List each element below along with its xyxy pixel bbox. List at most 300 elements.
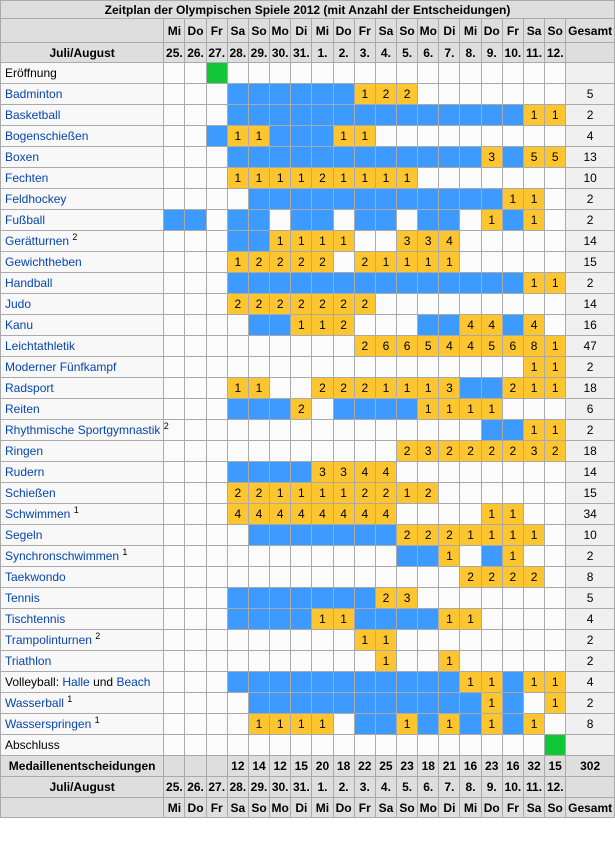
medal-count-cell: 1 bbox=[545, 672, 566, 693]
medal-count-cell: 1 bbox=[312, 714, 333, 735]
empty-day-cell bbox=[460, 651, 481, 672]
empty-day-cell bbox=[523, 168, 544, 189]
sport-link[interactable]: Gewichtheben bbox=[5, 255, 82, 269]
medal-count-cell: 2 bbox=[312, 378, 333, 399]
sport-link[interactable]: Kanu bbox=[5, 318, 34, 332]
row-total-cell: 14 bbox=[566, 294, 615, 315]
empty-day-cell bbox=[354, 231, 375, 252]
empty-day-cell bbox=[291, 441, 312, 462]
day-header: Fr bbox=[502, 798, 523, 818]
empty-day-cell bbox=[523, 546, 544, 567]
empty-day-cell bbox=[397, 126, 418, 147]
empty-day-cell bbox=[227, 546, 248, 567]
empty-day-cell bbox=[439, 84, 460, 105]
competition-day-cell bbox=[248, 588, 269, 609]
day-header: So bbox=[397, 798, 418, 818]
competition-day-cell bbox=[397, 609, 418, 630]
empty-day-cell bbox=[439, 504, 460, 525]
empty-day-cell bbox=[418, 420, 439, 441]
empty-day-cell bbox=[185, 231, 206, 252]
medal-count-cell: 2 bbox=[333, 315, 354, 336]
medal-count-cell: 1 bbox=[270, 231, 291, 252]
date-header: 31. bbox=[291, 43, 312, 63]
empty-day-cell bbox=[397, 357, 418, 378]
empty-day-cell bbox=[523, 609, 544, 630]
medal-count-cell: 2 bbox=[291, 399, 312, 420]
medal-count-cell: 1 bbox=[270, 714, 291, 735]
competition-day-cell bbox=[333, 588, 354, 609]
empty-day-cell bbox=[460, 357, 481, 378]
grand-total-cell: 302 bbox=[566, 756, 615, 777]
medal-count-cell: 1 bbox=[439, 651, 460, 672]
empty-day-cell bbox=[439, 357, 460, 378]
empty-day-cell bbox=[185, 672, 206, 693]
competition-day-cell bbox=[418, 105, 439, 126]
day-header: Di bbox=[439, 798, 460, 818]
empty-day-cell bbox=[185, 168, 206, 189]
row-total-cell: 2 bbox=[566, 210, 615, 231]
competition-day-cell bbox=[439, 210, 460, 231]
competition-day-cell bbox=[248, 462, 269, 483]
empty-day-cell bbox=[185, 189, 206, 210]
empty-day-cell bbox=[206, 630, 227, 651]
empty-day-cell bbox=[270, 546, 291, 567]
empty-day-cell bbox=[164, 378, 185, 399]
date-header: 2. bbox=[333, 43, 354, 63]
empty-day-cell bbox=[545, 546, 566, 567]
medal-count-cell: 1 bbox=[502, 546, 523, 567]
empty-day-cell bbox=[545, 525, 566, 546]
sport-link[interactable]: Basketball bbox=[5, 108, 61, 122]
empty-day-cell bbox=[185, 630, 206, 651]
competition-day-cell bbox=[206, 126, 227, 147]
competition-day-cell bbox=[312, 525, 333, 546]
empty-day-cell bbox=[397, 651, 418, 672]
medal-count-cell: 1 bbox=[312, 483, 333, 504]
empty-day-cell bbox=[333, 441, 354, 462]
competition-day-cell bbox=[439, 672, 460, 693]
empty-day-cell bbox=[248, 651, 269, 672]
empty-day-cell bbox=[397, 315, 418, 336]
empty-day-cell bbox=[164, 315, 185, 336]
medal-count-cell: 3 bbox=[481, 147, 502, 168]
medal-count-cell: 1 bbox=[354, 630, 375, 651]
empty-day-cell bbox=[545, 399, 566, 420]
empty-day-cell bbox=[206, 567, 227, 588]
date-header: 28. bbox=[227, 777, 248, 798]
competition-day-cell bbox=[291, 609, 312, 630]
competition-day-cell bbox=[375, 273, 396, 294]
medal-count-cell: 1 bbox=[523, 189, 544, 210]
empty-day-cell bbox=[291, 336, 312, 357]
empty-day-cell bbox=[460, 630, 481, 651]
sport-link[interactable]: Wasserball bbox=[5, 696, 64, 710]
sport-link[interactable]: Gerätturnen bbox=[5, 234, 70, 248]
empty-day-cell bbox=[333, 336, 354, 357]
empty-day-cell bbox=[375, 441, 396, 462]
sport-link[interactable]: Trampolinturnen bbox=[5, 633, 92, 647]
medal-count-cell: 2 bbox=[354, 378, 375, 399]
empty-day-cell bbox=[354, 546, 375, 567]
medal-count-cell: 3 bbox=[418, 441, 439, 462]
competition-day-cell bbox=[270, 693, 291, 714]
competition-day-cell bbox=[375, 399, 396, 420]
competition-day-cell bbox=[291, 672, 312, 693]
date-header: 8. bbox=[460, 777, 481, 798]
empty-day-cell bbox=[248, 63, 269, 84]
empty-day-cell bbox=[206, 252, 227, 273]
competition-day-cell bbox=[502, 315, 523, 336]
empty-day-cell bbox=[227, 693, 248, 714]
empty-day-cell bbox=[545, 651, 566, 672]
empty-day-cell bbox=[439, 462, 460, 483]
competition-day-cell bbox=[481, 189, 502, 210]
competition-day-cell bbox=[375, 525, 396, 546]
sport-label bbox=[1, 147, 164, 168]
date-header: 4. bbox=[375, 777, 396, 798]
day-header: So bbox=[397, 19, 418, 43]
empty-day-cell bbox=[523, 462, 544, 483]
date-header: 10. bbox=[502, 777, 523, 798]
day-header: Mi bbox=[312, 19, 333, 43]
sport-link[interactable]: Schwimmen bbox=[5, 507, 71, 521]
sport-link[interactable]: Bogenschießen bbox=[5, 129, 89, 143]
competition-day-cell bbox=[248, 525, 269, 546]
competition-day-cell bbox=[291, 525, 312, 546]
medal-count-cell: 3 bbox=[523, 441, 544, 462]
sport-link[interactable]: Rhythmische Sportgymnastik bbox=[5, 423, 161, 437]
day-header: Mi bbox=[460, 798, 481, 818]
competition-day-cell bbox=[418, 672, 439, 693]
empty-day-cell bbox=[227, 714, 248, 735]
empty-day-cell bbox=[206, 441, 227, 462]
empty-day-cell bbox=[397, 420, 418, 441]
date-header: 25. bbox=[164, 43, 185, 63]
competition-day-cell bbox=[227, 609, 248, 630]
empty-day-cell bbox=[545, 609, 566, 630]
empty-day-cell bbox=[545, 84, 566, 105]
empty-day-cell bbox=[481, 231, 502, 252]
day-header: Fr bbox=[206, 19, 227, 43]
sport-link[interactable]: Handball bbox=[5, 276, 53, 290]
medal-count-cell: 2 bbox=[354, 294, 375, 315]
competition-day-cell bbox=[460, 693, 481, 714]
sport-link[interactable]: Tischtennis bbox=[5, 612, 66, 626]
date-header: 26. bbox=[185, 43, 206, 63]
sport-link[interactable]: Ringen bbox=[5, 444, 44, 458]
empty-day-cell bbox=[545, 483, 566, 504]
medal-count-cell: 1 bbox=[523, 210, 544, 231]
competition-day-cell bbox=[291, 189, 312, 210]
row-total-cell: 16 bbox=[566, 315, 615, 336]
competition-day-cell bbox=[354, 105, 375, 126]
sport-link[interactable]: Halle bbox=[62, 675, 90, 689]
date-header: 11. bbox=[523, 777, 544, 798]
empty-day-cell bbox=[354, 63, 375, 84]
empty-day-cell bbox=[206, 525, 227, 546]
empty-day-cell bbox=[460, 84, 481, 105]
medal-count-cell: 1 bbox=[248, 714, 269, 735]
empty-day-cell bbox=[375, 567, 396, 588]
competition-day-cell bbox=[227, 147, 248, 168]
row-total-cell: 2 bbox=[566, 189, 615, 210]
footnote-ref: 1 bbox=[67, 694, 73, 704]
empty-day-cell bbox=[439, 735, 460, 756]
empty-day-cell bbox=[481, 84, 502, 105]
empty-day-cell bbox=[164, 504, 185, 525]
competition-day-cell bbox=[481, 420, 502, 441]
empty-day-cell bbox=[164, 189, 185, 210]
medal-count-cell: 2 bbox=[312, 252, 333, 273]
empty-day-cell bbox=[206, 231, 227, 252]
day-header: Fr bbox=[206, 798, 227, 818]
row-total-cell: 34 bbox=[566, 504, 615, 525]
empty-day-cell bbox=[523, 231, 544, 252]
competition-day-cell bbox=[375, 210, 396, 231]
sport-link[interactable]: Wasserspringen bbox=[5, 717, 92, 731]
empty-day-cell bbox=[439, 483, 460, 504]
day-header: Mo bbox=[418, 19, 439, 43]
empty-day-cell bbox=[206, 420, 227, 441]
empty-day-cell bbox=[439, 567, 460, 588]
date-header: 7. bbox=[439, 777, 460, 798]
empty-day-cell bbox=[354, 357, 375, 378]
competition-day-cell bbox=[397, 672, 418, 693]
empty-day-cell bbox=[185, 378, 206, 399]
medal-count-cell: 2 bbox=[545, 441, 566, 462]
empty-day-cell bbox=[312, 336, 333, 357]
competition-day-cell bbox=[312, 672, 333, 693]
empty-day-cell bbox=[460, 483, 481, 504]
competition-day-cell bbox=[354, 210, 375, 231]
sport-link[interactable]: Synchronschwimmen bbox=[5, 549, 120, 563]
sport-link[interactable]: Feldhockey bbox=[5, 192, 67, 206]
empty-day-cell bbox=[460, 252, 481, 273]
sport-link[interactable]: Badminton bbox=[5, 87, 63, 101]
sport-link[interactable]: Tennis bbox=[5, 591, 40, 605]
day-header: Mo bbox=[418, 798, 439, 818]
empty-day-cell bbox=[545, 504, 566, 525]
day-header: Fr bbox=[502, 19, 523, 43]
empty-day-cell bbox=[206, 315, 227, 336]
empty-day-cell bbox=[545, 126, 566, 147]
date-header: 28. bbox=[227, 43, 248, 63]
corner-cell bbox=[1, 19, 164, 43]
empty-day-cell bbox=[227, 357, 248, 378]
medal-count-cell: 1 bbox=[248, 168, 269, 189]
empty-day-cell bbox=[502, 609, 523, 630]
date-header: 9. bbox=[481, 777, 502, 798]
date-header: 1. bbox=[312, 43, 333, 63]
empty-day-cell bbox=[206, 189, 227, 210]
empty-day-cell bbox=[502, 84, 523, 105]
empty-day-cell bbox=[523, 588, 544, 609]
medal-count-cell: 1 bbox=[545, 378, 566, 399]
medal-count-cell: 1 bbox=[481, 525, 502, 546]
medal-count-cell: 1 bbox=[291, 168, 312, 189]
empty-day-cell bbox=[397, 504, 418, 525]
medal-count-cell: 2 bbox=[418, 483, 439, 504]
footnote-ref: 2 bbox=[72, 232, 78, 242]
medal-count-cell: 1 bbox=[333, 483, 354, 504]
medal-count-cell: 2 bbox=[248, 294, 269, 315]
row-total-cell: 14 bbox=[566, 231, 615, 252]
competition-day-cell bbox=[227, 231, 248, 252]
empty-day-cell bbox=[185, 546, 206, 567]
medal-count-cell: 1 bbox=[545, 420, 566, 441]
competition-day-cell bbox=[439, 273, 460, 294]
empty-day-cell bbox=[502, 735, 523, 756]
footnote-ref: 1 bbox=[94, 715, 100, 725]
empty-day-cell bbox=[206, 378, 227, 399]
sport-link[interactable]: Boxen bbox=[5, 150, 40, 164]
empty-day-cell bbox=[206, 105, 227, 126]
row-total-cell: 2 bbox=[566, 630, 615, 651]
empty-day-cell bbox=[164, 693, 185, 714]
medal-count-cell: 1 bbox=[502, 525, 523, 546]
medal-count-cell: 2 bbox=[312, 294, 333, 315]
sport-link[interactable]: Leichtathletik bbox=[5, 339, 76, 353]
competition-day-cell bbox=[481, 105, 502, 126]
medal-count-cell: 1 bbox=[291, 315, 312, 336]
medal-count-cell: 1 bbox=[354, 168, 375, 189]
sport-link[interactable]: Fußball bbox=[5, 213, 46, 227]
month-header: Juli/August bbox=[1, 43, 164, 63]
empty-day-cell bbox=[502, 126, 523, 147]
competition-day-cell bbox=[248, 231, 269, 252]
daily-total-cell bbox=[185, 756, 206, 777]
empty-day-cell bbox=[502, 294, 523, 315]
footnote-ref: 2 bbox=[163, 421, 169, 431]
sport-link[interactable]: Segeln bbox=[5, 528, 43, 542]
sport-link[interactable]: Radsport bbox=[5, 381, 54, 395]
medal-count-cell: 1 bbox=[481, 672, 502, 693]
competition-day-cell bbox=[248, 273, 269, 294]
empty-header-cell bbox=[566, 777, 615, 798]
empty-day-cell bbox=[312, 441, 333, 462]
row-total-cell: 8 bbox=[566, 567, 615, 588]
empty-day-cell bbox=[333, 357, 354, 378]
medal-count-cell: 4 bbox=[312, 504, 333, 525]
competition-day-cell bbox=[227, 273, 248, 294]
day-header: Mi bbox=[164, 798, 185, 818]
competition-day-cell bbox=[375, 147, 396, 168]
empty-day-cell bbox=[312, 735, 333, 756]
competition-day-cell bbox=[502, 672, 523, 693]
empty-day-cell bbox=[502, 462, 523, 483]
empty-day-cell bbox=[418, 294, 439, 315]
sport-link[interactable]: Beach bbox=[116, 675, 151, 689]
medal-count-cell: 4 bbox=[481, 315, 502, 336]
sport-link[interactable]: Taekwondo bbox=[5, 570, 66, 584]
competition-day-cell bbox=[312, 105, 333, 126]
empty-day-cell bbox=[164, 252, 185, 273]
empty-day-cell bbox=[439, 168, 460, 189]
medal-count-cell: 1 bbox=[248, 126, 269, 147]
competition-day-cell bbox=[333, 273, 354, 294]
competition-day-cell bbox=[312, 210, 333, 231]
competition-day-cell bbox=[227, 588, 248, 609]
sport-label bbox=[1, 630, 164, 651]
empty-day-cell bbox=[460, 504, 481, 525]
medal-count-cell: 8 bbox=[523, 336, 544, 357]
date-header: 30. bbox=[270, 43, 291, 63]
empty-day-cell bbox=[185, 735, 206, 756]
competition-day-cell bbox=[333, 84, 354, 105]
empty-day-cell bbox=[185, 525, 206, 546]
medal-count-cell: 1 bbox=[375, 630, 396, 651]
sport-link[interactable]: Moderner Fünfkampf bbox=[5, 360, 117, 374]
sport-label bbox=[1, 105, 164, 126]
empty-day-cell bbox=[164, 462, 185, 483]
empty-day-cell bbox=[164, 567, 185, 588]
medal-count-cell: 2 bbox=[270, 294, 291, 315]
daily-total-cell: 18 bbox=[418, 756, 439, 777]
competition-day-cell bbox=[354, 588, 375, 609]
empty-day-cell bbox=[206, 462, 227, 483]
day-header: Do bbox=[185, 19, 206, 43]
competition-day-cell bbox=[460, 189, 481, 210]
day-header: So bbox=[545, 798, 566, 818]
empty-day-cell bbox=[333, 567, 354, 588]
competition-day-cell bbox=[375, 105, 396, 126]
empty-day-cell bbox=[227, 525, 248, 546]
empty-day-cell bbox=[333, 63, 354, 84]
date-header: 2. bbox=[333, 777, 354, 798]
empty-day-cell bbox=[185, 567, 206, 588]
empty-day-cell bbox=[206, 336, 227, 357]
sport-link[interactable]: Fechten bbox=[5, 171, 49, 185]
corner-cell bbox=[1, 798, 164, 818]
empty-day-cell bbox=[354, 567, 375, 588]
empty-day-cell bbox=[523, 504, 544, 525]
sport-link[interactable]: Triathlon bbox=[5, 654, 52, 668]
date-header: 5. bbox=[397, 43, 418, 63]
empty-day-cell bbox=[291, 63, 312, 84]
medal-count-cell: 3 bbox=[418, 231, 439, 252]
row-total-cell: 2 bbox=[566, 357, 615, 378]
empty-day-cell bbox=[291, 378, 312, 399]
empty-day-cell bbox=[248, 735, 269, 756]
medal-count-cell: 1 bbox=[545, 357, 566, 378]
competition-day-cell bbox=[502, 147, 523, 168]
medal-count-cell: 1 bbox=[333, 168, 354, 189]
medal-count-cell: 2 bbox=[248, 483, 269, 504]
empty-day-cell bbox=[481, 462, 502, 483]
competition-day-cell bbox=[354, 273, 375, 294]
empty-header-cell bbox=[566, 43, 615, 63]
day-header: So bbox=[248, 19, 269, 43]
row-total-cell: 4 bbox=[566, 609, 615, 630]
medal-count-cell: 3 bbox=[312, 462, 333, 483]
sport-link[interactable]: Rudern bbox=[5, 465, 45, 479]
sport-link[interactable]: Judo bbox=[5, 297, 32, 311]
empty-day-cell bbox=[460, 588, 481, 609]
empty-day-cell bbox=[164, 609, 185, 630]
empty-day-cell bbox=[418, 63, 439, 84]
sport-link[interactable]: Schießen bbox=[5, 486, 56, 500]
date-header: 27. bbox=[206, 43, 227, 63]
medal-count-cell: 2 bbox=[333, 378, 354, 399]
empty-day-cell bbox=[312, 399, 333, 420]
medal-count-cell: 2 bbox=[227, 483, 248, 504]
sport-link[interactable]: Reiten bbox=[5, 402, 40, 416]
sport-label bbox=[1, 588, 164, 609]
competition-day-cell bbox=[397, 189, 418, 210]
empty-day-cell bbox=[164, 294, 185, 315]
medal-count-cell: 4 bbox=[439, 231, 460, 252]
sport-label bbox=[1, 231, 164, 252]
